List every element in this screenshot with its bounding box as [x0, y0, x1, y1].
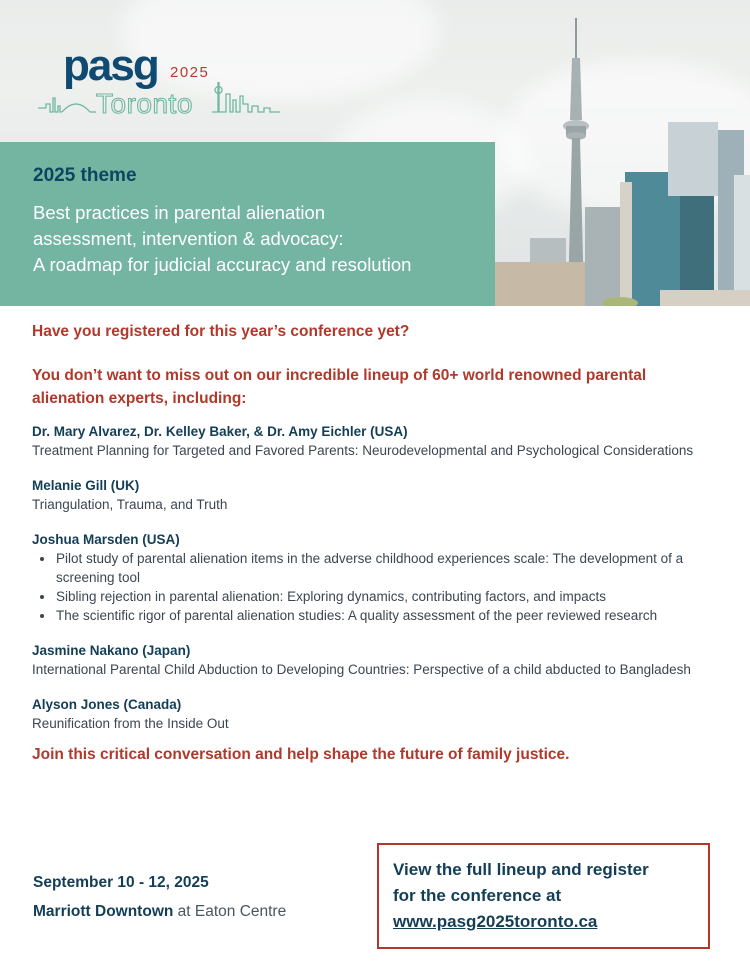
building: [680, 194, 714, 306]
toronto-skyline-photo: [490, 0, 750, 306]
talk-list-item: Sibling rejection in parental alienation: Exploring dynamics, contributing factors, and impacts: [32, 587, 722, 606]
logo-year: 2025: [170, 64, 210, 81]
building: [660, 290, 750, 306]
pasg-toronto-logo: [36, 41, 281, 120]
speaker-name: Joshua Marsden (USA): [32, 532, 180, 547]
speaker-talk: Treatment Planning for Targeted and Favored Parents: Neurodevelopmental and Psychological Considerations: [32, 443, 694, 458]
venue-location: at Eaton Centre: [173, 903, 287, 920]
speaker-entry: [32, 422, 722, 460]
speaker-entry: [32, 530, 722, 625]
speaker-name: Alyson Jones (Canada): [32, 697, 182, 712]
building: [620, 182, 632, 306]
register-callout-box: [377, 843, 710, 949]
speaker-name: Dr. Mary Alvarez, Dr. Kelley Baker, & Dr. Amy Eichler (USA): [32, 424, 408, 439]
speaker-entry: [32, 476, 722, 514]
speaker-entry: [32, 695, 722, 733]
closing-statement: Join this critical conversation and help shape the future of family justice.: [32, 746, 570, 763]
speaker-name: Melanie Gill (UK): [32, 478, 140, 493]
building: [585, 207, 620, 306]
speaker-entry: [32, 641, 722, 679]
theme-label: 2025 theme: [33, 165, 137, 186]
cta-line: for the conference at: [393, 886, 562, 905]
talk-list-item: The scientific rigor of parental alienation studies: A quality assessment of the peer reviewed research: [32, 606, 722, 625]
conference-website-link[interactable]: www.pasg2025toronto.ca: [393, 912, 598, 931]
theme-line: Best practices in parental alienation: [33, 202, 326, 223]
speaker-talk-list: [32, 549, 722, 625]
main-content: [32, 320, 722, 766]
theme-line: assessment, intervention & advocacy:: [33, 228, 344, 249]
logo-city: Toronto: [96, 88, 193, 119]
logo-brand: pasg: [63, 41, 158, 90]
registration-question: Have you registered for this year’s conference yet?: [32, 323, 410, 340]
speaker-talk: Reunification from the Inside Out: [32, 716, 229, 731]
event-venue: [33, 901, 286, 923]
building: [495, 262, 585, 306]
event-details: [33, 872, 286, 923]
speaker-talk: International Parental Child Abduction to Developing Countries: Perspective of a child abducted to Bangladesh: [32, 662, 691, 677]
speaker-talk: Triangulation, Trauma, and Truth: [32, 497, 228, 512]
building: [668, 122, 718, 196]
hero-banner: [0, 0, 750, 306]
theme-panel: [0, 142, 495, 306]
theme-line: A roadmap for judicial accuracy and resolution: [33, 254, 412, 275]
toronto-skyline-outline-icon: [36, 82, 281, 122]
speaker-name: Jasmine Nakano (Japan): [32, 643, 191, 658]
lineup-intro: You don’t want to miss out on our incredible lineup of 60+ world renowned parental alienation experts, including:: [32, 367, 647, 407]
cta-line: View the full lineup and register: [393, 860, 649, 879]
building: [734, 175, 750, 306]
venue-name: Marriott Downtown: [33, 903, 174, 920]
talk-list-item: Pilot study of parental alienation items in the adverse childhood experiences scale: The development of a screening tool: [32, 549, 722, 587]
theme-title: [33, 200, 483, 278]
event-dates: September 10 - 12, 2025: [33, 874, 209, 891]
